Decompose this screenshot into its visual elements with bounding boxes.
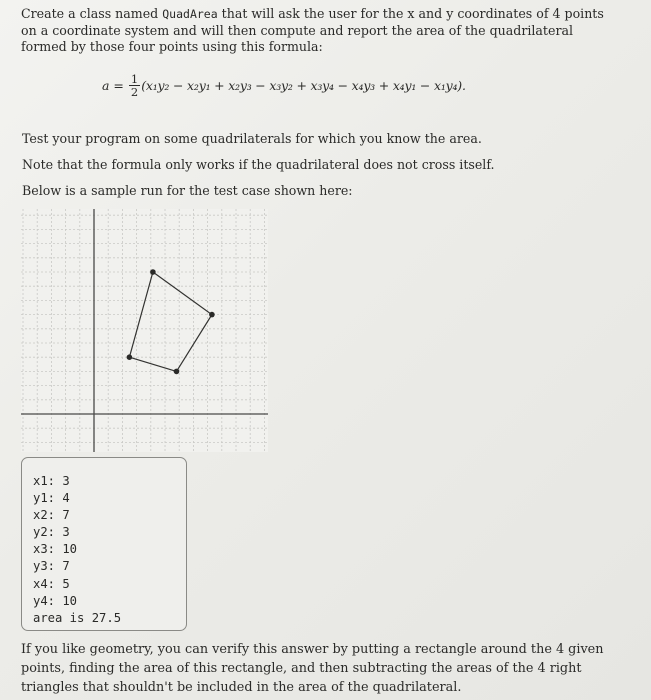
output-line: area is 27.5 [33,610,122,625]
intro-text-end: that will ask the user for the x and y coordinates of 4 points on a coordinate system and will then compute and report the area of the quadrilateral formed by those four points using this formula: [21,6,604,54]
formula-fraction [129,73,140,98]
output-line: y3: 7 [33,559,70,574]
area-formula [102,73,466,98]
output-line: y2: 3 [33,525,70,540]
output-line: y4: 10 [33,593,78,608]
grid-background [21,209,268,452]
fraction-numerator: 1 [130,72,139,86]
vertex-point [209,312,215,318]
sample-run-output [21,457,187,631]
sample-paragraph: Below is a sample run for the test case shown here: [22,183,353,198]
vertex-point [127,354,133,360]
note-paragraph: Note that the formula only works if the quadrilateral does not cross itself. [22,157,495,172]
output-line: x3: 10 [33,542,78,557]
intro-text-start: Create a class named [21,6,163,21]
coordinate-grid [21,209,268,452]
problem-intro [21,6,621,56]
output-line: x4: 5 [33,576,70,591]
closing-paragraph: If you like geometry, you can verify this answer by putting a rectangle around the 4 given points, finding the area of this rectangle, and then subtracting the areas of the 4 right triangles that shouldn't be included in the area of the quadrilateral. [21,642,604,695]
output-line: x2: 7 [33,508,70,523]
class-name-code: QuadArea [162,7,218,21]
formula-body: (x₁y₂ − x₂y₁ + x₂y₃ − x₃y₂ + x₃y₄ − x₄y₃ + x₄y₁ − x₁y₄). [141,78,466,93]
test-paragraph: Test your program on some quadrilaterals for which you know the area. [22,131,482,146]
formula-lhs: a = [102,78,124,93]
vertex-point [150,269,156,275]
fraction-denominator: 2 [130,85,139,99]
output-lines [33,473,186,627]
vertex-point [174,369,180,375]
output-line: x1: 3 [33,474,70,488]
coordinate-grid-figure [21,209,268,452]
output-line: y1: 4 [33,491,70,506]
